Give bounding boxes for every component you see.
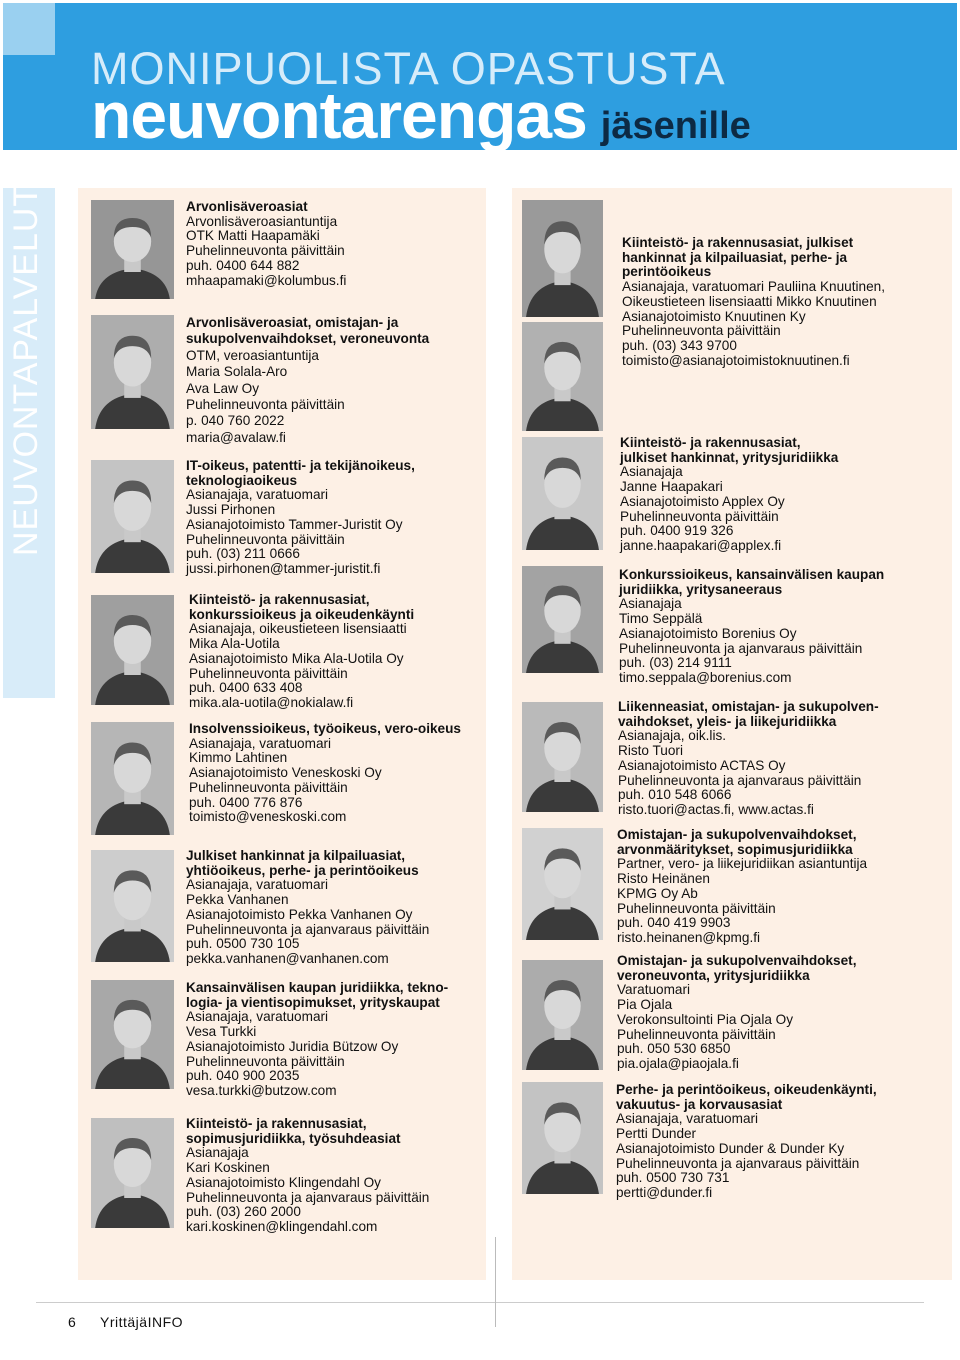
entry-line: Asianajotoimisto Veneskoski Oy [189,765,382,781]
entry-title: perintöoikeus [622,264,712,280]
advisor-entry [186,849,429,967]
entry-line: Asianajaja, oikeustieteen lisensiaatti [189,621,407,637]
entry-title: Omistajan- ja sukupolvenvaihdokset, [617,953,857,968]
advisor-entry [186,459,415,577]
portrait-photo [522,200,603,317]
entry-line: Puhelinneuvonta päivittäin [617,1026,776,1042]
entry-line: Puhelinneuvonta ja ajanvaraus päivittäin [618,772,862,788]
entry-line: puh. 040 419 9903 [617,915,731,931]
header-banner [3,3,957,150]
entry-line: mika.ala-uotila@nokialaw.fi [189,694,354,710]
entry-line: Puhelinneuvonta päivittäin [186,243,345,259]
entry-line: Kimmo Lahtinen [189,750,288,766]
portrait-photo [522,828,603,940]
entry-title: Arvonlisäveroasiat, omistajan- ja [186,315,399,330]
entry-title: Kiinteistö- ja rakennusasiat, julkiset [622,235,854,250]
footer-divider [36,1302,924,1303]
portrait-silhouette [522,960,603,1070]
portrait-silhouette [522,1082,603,1194]
entry-line: Puhelinneuvonta päivittäin [620,508,779,524]
section-label: NEUVONTAPALVELUT [7,184,45,556]
portrait-silhouette [522,566,603,673]
entry-line: Asianajotoimisto Dunder & Dunder Ky [616,1140,845,1156]
entry-line: risto.tuori@actas.fi, www.actas.fi [618,801,814,817]
entry-line: Puhelinneuvonta päivittäin [189,779,348,795]
entry-line: pekka.vanhanen@vanhanen.com [186,950,389,966]
advisor-entry [186,315,429,446]
entry-title: IT-oikeus, patentti- ja tekijänoikeus, [186,458,415,473]
entry-line: Pekka Vanhanen [186,892,289,908]
entry-line: Oikeustieteen lisensiaatti Mikko Knuutinen [622,293,877,309]
entry-line: Asianajaja [186,1145,249,1161]
entry-line: puh. 0500 730 731 [616,1170,730,1186]
entry-line: puh. (03) 214 9111 [619,655,732,671]
entry-line: Asianajotoimisto Juridia Bützow Oy [186,1038,399,1054]
advisor-entry [618,700,879,818]
entry-line: puh. 0400 919 326 [620,523,734,539]
portrait-silhouette [91,850,174,962]
entry-title: Perhe- ja perintöoikeus, oikeudenkäynti, [616,1082,877,1097]
portrait-photo [522,702,603,812]
entry-line: Maria Solala-Aro [186,364,288,380]
entry-line: Verokonsultointi Pia Ojala Oy [617,1011,794,1027]
entry-line: Kari Koskinen [186,1160,270,1176]
entry-title: juridiikka, yritysaneeraus [619,581,783,597]
advisor-entry [189,722,461,825]
entry-line: Puhelinneuvonta päivittäin [622,323,781,339]
portrait-photo [91,595,174,705]
entry-line: puh. 050 530 6850 [617,1041,731,1057]
entry-line: janne.haapakari@applex.fi [620,537,782,553]
portrait-silhouette [91,1118,174,1228]
portrait-silhouette [91,980,174,1089]
entry-line: Puhelinneuvonta ja ajanvaraus päivittäin [186,1189,430,1205]
advisor-entry [186,200,346,288]
header-title: neuvontarengas [91,78,587,152]
entry-title: Insolvenssioikeus, työoikeus, vero-oikeus [189,721,461,736]
portrait-photo [91,722,174,835]
portrait-photo [91,315,174,429]
entry-line: Puhelinneuvonta päivittäin [189,665,348,681]
portrait-photo [522,322,603,431]
portrait-silhouette [91,200,174,299]
entry-line: puh. 0400 644 882 [186,257,300,273]
entry-line: Pertti Dunder [616,1126,697,1142]
advisor-entry [622,236,885,368]
entry-line: Mika Ala-Uotila [189,636,280,652]
entry-line: Asianajaja [620,464,683,480]
entry-title: hankinnat ja kilpailuasiat, perhe- ja [622,249,848,265]
entry-line: jussi.pirhonen@tammer-juristit.fi [186,560,381,576]
entry-line: Asianajaja, varatuomari [186,877,329,893]
entry-line: Asianajotoimisto ACTAS Oy [618,757,786,773]
advisor-entry [620,436,838,554]
entry-line: Asianajaja, varatuomari [186,1009,329,1025]
entry-line: p. 040 760 2022 [186,413,285,429]
entry-line: KPMG Oy Ab [617,885,698,901]
entry-line: Asianajotoimisto Pekka Vanhanen Oy [186,906,413,922]
entry-line: vesa.turkki@butzow.com [186,1082,337,1098]
advisor-entry [616,1083,877,1201]
entry-line: Asianajotoimisto Mika Ala-Uotila Oy [189,650,404,666]
entry-title: Julkiset hankinnat ja kilpailuasiat, [186,848,406,863]
page-number: 6 [68,1314,76,1330]
advisor-entry [619,568,884,686]
entry-line: maria@avalaw.fi [186,429,286,445]
entry-line: puh. (03) 260 2000 [186,1204,301,1220]
entry-line: Asianajaja, varatuomari [186,487,329,503]
entry-line: pertti@dunder.fi [616,1184,713,1200]
header-corner-block [3,3,55,55]
entry-line: Asianajaja, oik.lis. [618,728,727,744]
gutter-divider [495,1237,496,1327]
portrait-photo [522,1082,603,1194]
header-line1: MONIPUOLISTA OPASTUSTA [91,43,726,94]
portrait-photo [91,460,174,573]
entry-line: kari.koskinen@klingendahl.com [186,1218,378,1234]
entry-title: Konkurssioikeus, kansainvälisen kaupan [619,567,885,582]
entry-title: yhtiöoikeus, perhe- ja perintöoikeus [186,862,419,878]
entry-line: Asianajotoimisto Klingendahl Oy [186,1174,381,1190]
advisor-entry [617,954,856,1072]
entry-line: risto.heinanen@kpmg.fi [617,929,761,945]
entry-title: logia- ja vientisopimukset, yrityskaupat [186,994,440,1010]
entry-line: Puhelinneuvonta ja ajanvaraus päivittäin [186,921,430,937]
entry-title: Arvonlisäveroasiat [186,199,308,214]
entry-title: arvonmääritykset, sopimusjuridiikka [617,841,853,857]
sidebar-label-strip [3,184,55,698]
entry-title: sukupolvenvaihdokset, veroneuvonta [186,331,430,347]
entry-line: OTK Matti Haapamäki [186,228,320,244]
entry-line: Pia Ojala [617,997,673,1013]
entry-line: Risto Heinänen [617,871,710,887]
advisor-entry [186,1117,429,1235]
portrait-silhouette [522,702,603,812]
portrait-silhouette [522,200,603,317]
entry-line: toimisto@veneskoski.com [189,809,347,825]
header-line2 [91,77,751,153]
entry-title: Kiinteistö- ja rakennusasiat, [189,592,370,607]
entry-title: Kansainvälisen kaupan juridiikka, tekno- [186,980,449,995]
entry-title: veroneuvonta, yritysjuridiikka [617,967,810,983]
entry-line: mhaapamaki@kolumbus.fi [186,272,347,288]
entry-line: Risto Tuori [618,743,683,759]
portrait-photo [91,1118,174,1228]
entry-line: Asianajaja, varatuomari Pauliina Knuutinen, [622,279,885,295]
entry-line: Asianajotoimisto Knuutinen Ky [622,308,806,324]
entry-title: sopimusjuridiikka, työsuhdeasiat [186,1130,401,1146]
entry-title: Omistajan- ja sukupolvenvaihdokset, [617,827,857,842]
portrait-silhouette [91,595,174,705]
entry-title: vakuutus- ja korvausasiat [616,1096,783,1112]
entry-line: puh. (03) 211 0666 [186,546,300,562]
header-subtitle: jäsenille [600,105,751,147]
entry-line: Partner, vero- ja liikejuridiikan asiantuntija [617,856,868,872]
entry-line: Puhelinneuvonta päivittäin [186,531,345,547]
portrait-silhouette [522,828,603,940]
entry-line: puh. 040 900 2035 [186,1068,300,1084]
entry-line: Asianajotoimisto Tammer-Juristit Oy [186,516,403,532]
entry-line: Janne Haapakari [620,479,723,495]
portrait-photo [522,437,603,550]
portrait-photo [91,200,174,299]
portrait-silhouette [91,315,174,429]
entry-line: Vesa Turkki [186,1024,257,1040]
portrait-silhouette [522,322,603,431]
entry-title: Kiinteistö- ja rakennusasiat, [186,1116,367,1131]
entry-line: Asianajaja, varatuomari [189,735,332,751]
entry-line: Asianajotoimisto Applex Oy [620,493,785,509]
advisor-entry [617,828,867,946]
entry-line: puh. (03) 343 9700 [622,337,737,353]
entry-line: Varatuomari [617,982,691,998]
entry-line: Puhelinneuvonta päivittäin [186,1053,345,1069]
entry-line: puh. 0500 730 105 [186,936,300,952]
entry-title: julkiset hankinnat, yritysjuridiikka [620,449,839,465]
entry-line: puh. 010 548 6066 [618,787,732,803]
entry-line: Asianajaja [619,596,682,612]
entry-line: Ava Law Oy [186,380,260,396]
portrait-photo [522,960,603,1070]
entry-line: OTM, veroasiantuntija [186,347,319,363]
entry-line: timo.seppala@borenius.com [619,669,792,685]
portrait-photo [91,850,174,962]
entry-line: Arvonlisäveroasiantuntija [186,213,338,229]
entry-line: Puhelinneuvonta ja ajanvaraus päivittäin [616,1155,860,1171]
entry-line: puh. 0400 776 876 [189,794,303,810]
entry-line: Asianajaja, varatuomari [616,1111,759,1127]
entry-title: vaihdokset, yleis- ja liikejuridiikka [618,713,837,729]
portrait-silhouette [91,722,174,835]
entry-line: Timo Seppälä [619,611,703,627]
portrait-silhouette [522,437,603,550]
entry-line: pia.ojala@piaojala.fi [617,1055,739,1071]
entry-line: toimisto@asianajotoimistoknuutinen.fi [622,352,850,368]
portrait-silhouette [91,460,174,573]
portrait-photo [91,980,174,1089]
entry-title: Kiinteistö- ja rakennusasiat, [620,435,801,450]
entry-line: Puhelinneuvonta päivittäin [617,900,776,916]
magazine-name: YrittäjäINFO [100,1314,184,1330]
entry-line: Puhelinneuvonta ja ajanvaraus päivittäin [619,640,863,656]
entry-line: puh. 0400 633 408 [189,680,303,696]
portrait-photo [522,566,603,673]
advisor-entry [189,593,414,711]
entry-line: Asianajotoimisto Borenius Oy [619,625,797,641]
entry-title: konkurssioikeus ja oikeudenkäynti [189,606,415,622]
entry-title: Liikenneasiat, omistajan- ja sukupolven- [618,699,879,714]
entry-line: Jussi Pirhonen [186,502,276,518]
entry-line: Puhelinneuvonta päivittäin [186,397,345,413]
entry-title: teknologiaoikeus [186,472,298,488]
advisor-entry [186,981,448,1099]
